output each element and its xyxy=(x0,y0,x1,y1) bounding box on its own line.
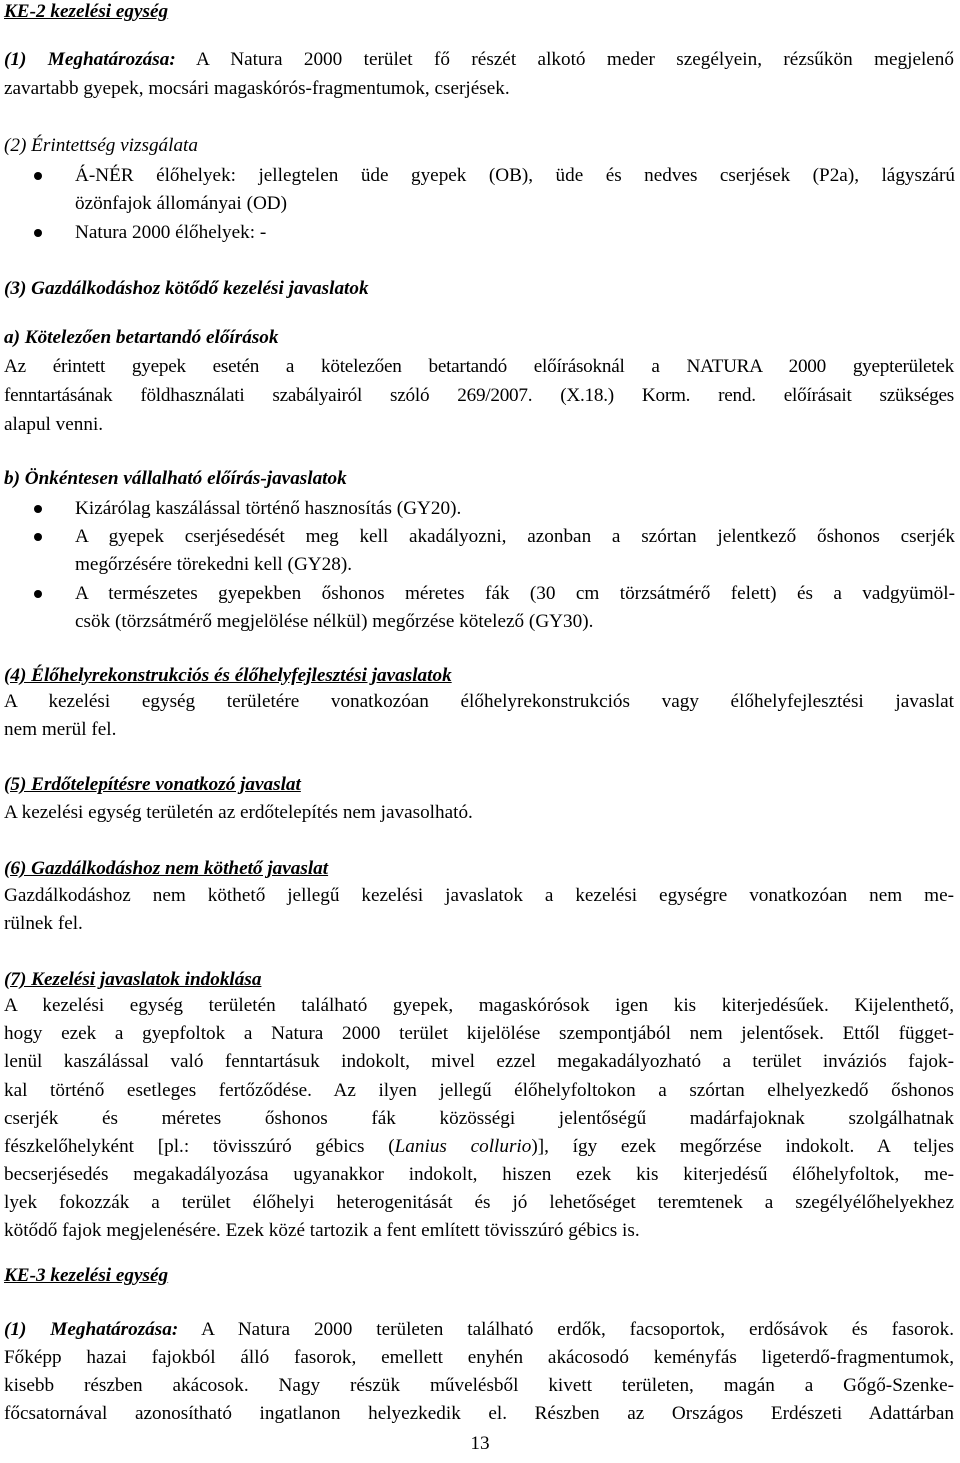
section-7-line-4: kal történő esetleges fertőződése. Az ilyen jellegű élőhelyfoltokon a szórtan elhelyezkedő őshonos xyxy=(4,1080,954,1101)
section-2-bullet-1-line-1: Á-NÉR élőhelyek: jellegtelen üde gyepek (OB), üde és nedves cserjések (P2a), lágyszárú xyxy=(75,165,955,186)
section-4-line-1: A kezelési egység területére vonatkozóan élőhelyrekonstrukciós vagy élőhelyfejlesztési javaslat xyxy=(4,691,954,712)
ke3-definition-text: A Natura 2000 területen található erdők, facsoportok, erdősávok és fasorok. xyxy=(178,1319,954,1340)
ke2-definition-line-2: zavartabb gyepek, mocsári magaskórós-fragmentumok, cserjések. xyxy=(4,78,510,99)
ke2-definition-line-1 xyxy=(4,48,954,72)
bullet-icon xyxy=(34,505,42,513)
section-7-line-5: cserjék és méretes őshonos fák közösségi jelentőségű madárfajoknak szolgálhatnak xyxy=(4,1108,954,1129)
section-7-line-9: kötődő fajok megjelenésére. Ezek közé tartozik a fent említett tövisszúró gébics is. xyxy=(4,1220,640,1241)
section-7-line-6-start: fészkelőhelyként [pl.: tövisszúró gébics ( xyxy=(4,1136,395,1157)
section-3b-bullet-3-line-2: csök (törzsátmérő megjelölése nélkül) megőrzése kötelező (GY30). xyxy=(75,611,594,632)
section-3b-bullet-2-line-1: A gyepek cserjésedését meg kell akadályozni, azonban a szórtan jelentkező őshonos cserjék xyxy=(75,526,955,547)
section-3a-line-3: alapul venni. xyxy=(4,414,104,435)
ke3-line-3: kisebb részben akácosok. Nagy részük művelésből kivett területen, magán a Gőgő-Szenke- xyxy=(4,1375,954,1396)
ke2-definition-text: A Natura 2000 terület fő részét alkotó meder szegélyein, rézsűkön megjelenő xyxy=(175,49,954,70)
section-3b-bullet-2-line-2: megőrzésére törekedni kell (GY28). xyxy=(75,554,353,575)
section-4-heading: (4) Élőhelyrekonstrukciós és élőhelyfejlesztési javaslatok xyxy=(4,665,452,686)
bullet-icon xyxy=(34,590,42,598)
section-7-line-1: A kezelési egység területén található gyepek, magaskórósok igen kis kiterjedésűek. Kijelenthető, xyxy=(4,995,954,1016)
section-4-line-2: nem merül fel. xyxy=(4,719,117,740)
section-2-bullet-1-line-2: özönfajok állományai (OD) xyxy=(75,193,288,214)
section-5-line-1: A kezelési egység területén az erdőtelepítés nem javasolható. xyxy=(4,802,473,823)
section-6-heading: (6) Gazdálkodáshoz nem köthető javaslat xyxy=(4,858,329,879)
ke3-line-2: Főképp hazai fajokból álló fasorok, emellett enyhén akácosodó keményfás ligeterdő-fragmentumok, xyxy=(4,1347,954,1368)
section-7-heading: (7) Kezelési javaslatok indoklása xyxy=(4,969,262,990)
section-3a-heading: a) Kötelezően betartandó előírások xyxy=(4,327,279,348)
section-3a-line-1: Az érintett gyepek esetén a kötelezően betartandó előírásoknál a NATURA 2000 gyepterületek xyxy=(4,356,954,377)
section-2-bullet-2: Natura 2000 élőhelyek: - xyxy=(75,222,267,243)
bullet-icon xyxy=(34,172,42,180)
section-6-line-2: rülnek fel. xyxy=(4,913,83,934)
ke3-heading: KE-3 kezelési egység xyxy=(4,1265,169,1286)
section-7-line-6 xyxy=(4,1135,954,1159)
ke2-heading: KE-2 kezelési egység xyxy=(4,1,169,22)
ke3-line-4: főcsatornával azonosítható ingatlanon helyezkedik el. Részben az Országos Erdészeti Adattárban xyxy=(4,1403,954,1424)
section-2-heading: (2) Érintettség vizsgálata xyxy=(4,135,198,156)
ke3-definition-line-1 xyxy=(4,1318,954,1342)
section-3a-line-2: fenntartásának földhasználati szabályairól szóló 269/2007. (X.18.) Korm. rend. előírásait szükséges xyxy=(4,385,954,406)
section-5-heading: (5) Erdőtelepítésre vonatkozó javaslat xyxy=(4,774,301,795)
section-3b-heading: b) Önkéntesen vállalható előírás-javaslatok xyxy=(4,468,347,489)
section-7-line-6-end: )], így ezek megőrzése indokolt. A teljes xyxy=(531,1136,954,1157)
bullet-icon xyxy=(34,533,42,541)
page-number: 13 xyxy=(470,1433,490,1454)
section-3b-bullet-3-line-1: A természetes gyepekben őshonos méretes fák (30 cm törzsátmérő felett) és a vadgyümöl- xyxy=(75,583,955,604)
ke2-definition-label: (1) Meghatározása: xyxy=(4,49,176,70)
section-6-line-1: Gazdálkodáshoz nem köthető jellegű kezelési javaslatok a kezelési egységre vonatkozóan nem me- xyxy=(4,885,954,906)
section-3b-bullet-1: Kizárólag kaszálással történő hasznosítás (GY20). xyxy=(75,498,462,519)
section-7-line-7: becserjésedés megakadályozása ugyanakkor indokolt, hiszen ezek kis kiterjedésű élőhelyfoltok, me- xyxy=(4,1164,954,1185)
section-7-line-2: hogy ezek a gyepfoltok a Natura 2000 terület kijelölése szempontjából nem jelentősek. Ettől függet- xyxy=(4,1023,954,1044)
section-7-line-8: lyek fokozzák a terület élőhelyi heterogenitását és jó lehetőséget teremtenek a szegélyélőhelyekhez xyxy=(4,1192,954,1213)
ke3-definition-label: (1) Meghatározása: xyxy=(4,1319,179,1340)
species-name: Lanius collurio xyxy=(394,1136,532,1157)
section-3-heading: (3) Gazdálkodáshoz kötődő kezelési javaslatok xyxy=(4,278,369,299)
section-7-line-3: lenül kaszálással való fenntartásuk indokolt, mivel ezzel megakadályozható a terület inváziós fajok- xyxy=(4,1051,954,1072)
bullet-icon xyxy=(34,229,42,237)
